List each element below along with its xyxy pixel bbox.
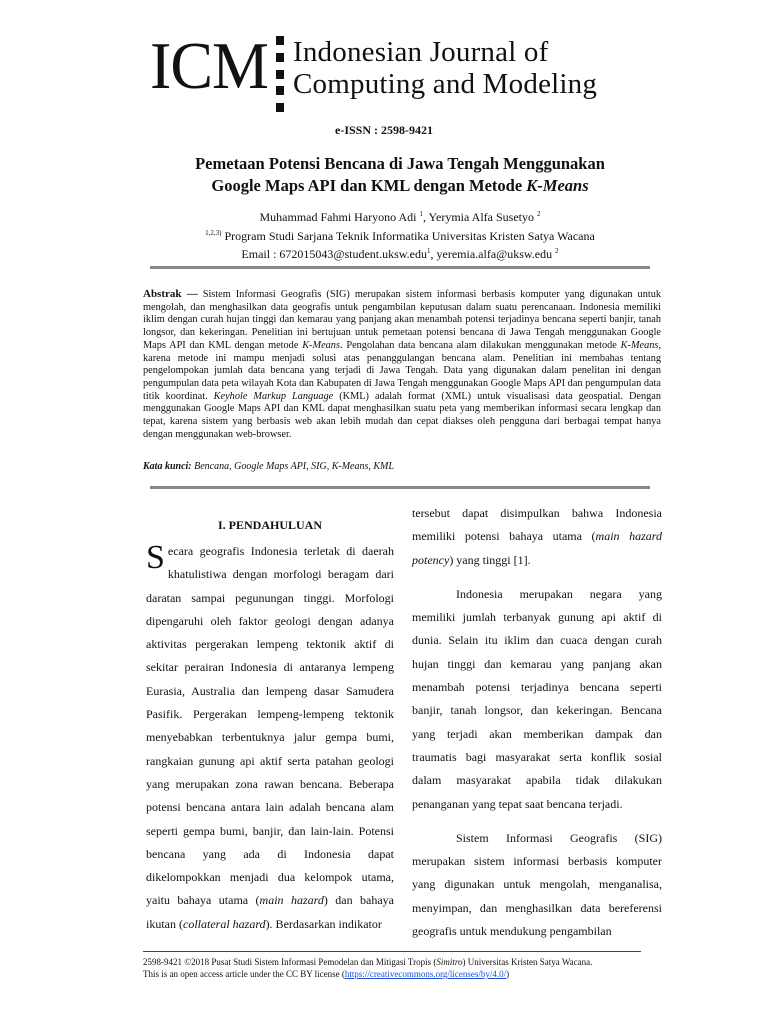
paragraph: Sistem Informasi Geografis (SIG) merupakan sistem informasi berbasis komputer yang digunakan untuk mengolah, menganalisa, menyimpan, dan menghasilkan data bereferensi geografis untuk mendukung pengambilan: [412, 830, 662, 939]
license-link[interactable]: https://creativecommons.org/licenses/by/4.0/: [344, 969, 507, 979]
paragraph: Indonesia merupakan negara yang memiliki jumlah terbanyak gunung api aktif di dunia. Selain itu iklim dan cuaca dengan curah hujan tinggi dan kemarau yang panjang akan menambah potensi terjadinya bencana seperti banjir, tanah longsor, dan kekeringan. Bencana yang terjadi akan memberikan dampak dan traumatis bagi masyarakat serta konflik sosial dalam masyarakat apabila tidak dilakukan penanganan yang tepat saat bencana terjadi.: [412, 586, 662, 811]
title-line1: Pemetaan Potensi Bencana di Jawa Tengah Menggunakan: [195, 154, 605, 173]
logo-divider-bar: [276, 36, 284, 112]
abstract-label: Abstrak —: [143, 288, 198, 300]
left-column: Secara geografis Indonesia terletak di daerah khatulistiwa dengan morfologi beragam dari daratan sampai pegunungan tinggi. Morfologi dipengaruhi oleh faktor geologi dengan adanya aktivitas pergerakan lempeng tektonik aktif di sekitar perairan Indonesia di antaranya lempeng Eurasia, Australia dan lempeng dasar Samudera Pasifik. Pergerakan lempeng-lempeng tektonik menyebabkan terbentuknya jalur gempa bumi, rangkaian gunung api aktif serta patahan geologi yang merupakan zona rawan bencana. Beberapa potensi bencana antara lain adalah bencana alam seperti gempa bumi, banjir, dan lain-lain. Potensi bencana yang ada di Indonesia dapat dikelompokkan menjadi dua kelompok utama, yaitu bahaya utama (main hazard) dan bahaya ikutan (collateral hazard). Berdasarkan indikator: [146, 539, 394, 931]
author-1: Muhammad Fahmi Haryono Adi: [259, 210, 417, 224]
issn: e-ISSN : 2598-9421: [335, 123, 433, 137]
keywords-label: Kata kunci:: [143, 461, 192, 472]
author-2: Yerymia Alfa Susetyo: [428, 210, 534, 224]
author-block: [150, 207, 650, 263]
journal-name: [293, 36, 597, 100]
section-heading: I. PENDAHULUAN: [217, 518, 322, 532]
abstract: Abstrak — Sistem Informasi Geografis (SIG) merupakan sistem informasi berbasis komputer yang digunakan untuk mengolah, dan menghasilkan data geografis untuk pengambilan keputusan dalam suatu perencanaan. Indonesia memiliki iklim dengan curah hujan tinggi dan kemarau yang panjang akan menambah potensi terjadinya bencana seperti banjir, tanah longsor, dan kekeringan. Penelitian ini bertujuan untuk pemetaan potensi bencana di Jawa Tengah menggunakan Google Maps API dan KML dengan metode K-Means. Pengolahan data bencana alam dilakukan menggunakan metode K-Means, karena metode ini mampu menjadi solusi atas penanggulangan bencana alam. Penelitian ini membahas tentang pengelompokan jumlah data bencana yang terjadi di Jawa Tengah. Data yang digunakan dalam penelitan ini dengan pengumpulan data peta wilayah Kota dan Kabupaten di Jawa Tengah menggunakan Google Maps API dan pengumpulan data titik koordinat. Keyhole Markup Language (KML) adalah format (XML) untuk visualisasi data geospatial. Dengan menggunakan Google Maps API dan KML dapat menghasilkan suatu peta yang memberikan informasi secara lengkap dan tepat, karena sistem yang berbasis web akan lebih mudah dan cepat diakses oleh pengguna dari berbagai tempat hanya dengan menggunakan web-browser.: [143, 288, 662, 440]
authors-line: Muhammad Fahmi Haryono Adi $^1$, Yerymia Alfa Susetyo $^2$: [259, 210, 541, 224]
right-column: [412, 502, 662, 943]
journal-name-line2: Computing and Modeling: [293, 68, 598, 100]
footer: 2598-9421 ©2018 Pusat Studi Sistem Informasi Pemodelan dan Mitigasi Tropis (Simitro) Universitas Kristen Satya Wacana. This is an open access article under the CC BY license (https://creativecommons.org/licenses/by/4.0/): [143, 957, 593, 979]
journal-logo-icm: ICM: [150, 28, 268, 103]
drop-cap: S: [146, 539, 165, 576]
divider-top: [150, 266, 650, 269]
title-line2: Google Maps API dan KML dengan Metode: [211, 176, 527, 195]
affiliation: $^{1,2,3)}$ Program Studi Sarjana Teknik Informatika Universitas Kristen Satya Wacana: [205, 228, 595, 243]
email-line: Email : 672015043@student.uksw.edu$^1$, yeremia.alfa@uksw.edu $^2$: [241, 247, 559, 261]
keywords: Kata kunci: Bencana, Google Maps API, SIG, K-Means, KML: [143, 461, 394, 472]
divider-bottom: [150, 486, 650, 489]
journal-name-line1: Indonesian Journal of: [293, 36, 549, 68]
title-kmeans: K-Means: [526, 176, 589, 195]
footer-rule: [143, 951, 641, 952]
article-title: [150, 153, 650, 197]
paragraph: tersebut dapat disimpulkan bahwa Indonesia memiliki potensi bahaya utama (main hazard potency) yang tinggi [1].: [412, 506, 662, 567]
